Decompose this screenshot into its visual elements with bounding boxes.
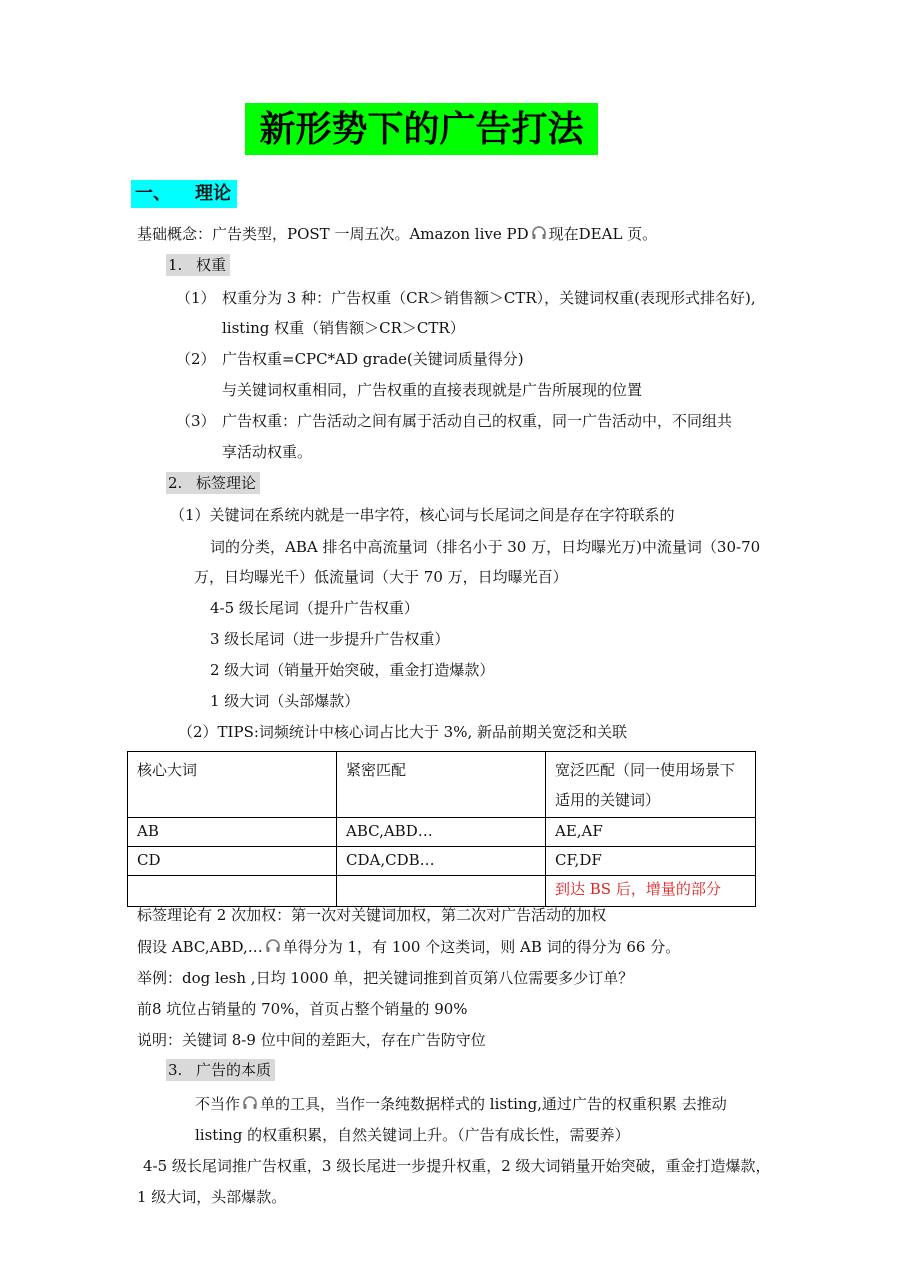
list-item-text: 广告权重=CPC*AD grade(关键词质量得分) [222, 350, 524, 368]
paragraph-line: 说明：关键词 8-9 位中间的差距大，存在广告防守位 [137, 1031, 486, 1049]
table-cell: CDA,CDB… [337, 847, 546, 876]
list-item-text: 广告权重：广告活动之间有属于活动自己的权重，同一广告活动中，不同组共 [222, 412, 733, 430]
headphones-icon [531, 225, 547, 246]
keyword-level: 4-5 级长尾词（提升广告权重） [210, 599, 419, 617]
paragraph-line: 举例：dog lesh ,日均 1000 单，把关键词推到首页第八位需要多少订单？ [137, 969, 634, 987]
subheading-ad-essence [166, 1059, 275, 1081]
text-start: 不当作 [195, 1095, 241, 1113]
table-cell [128, 876, 337, 907]
table-cell-highlight: 到达 BS 后，增量的部分 [546, 876, 756, 907]
section-heading-theory [131, 180, 237, 208]
subheading-tag-theory [166, 472, 260, 494]
paragraph-line: 标签理论有 2 次加权：第一次对关键词加权，第二次对广告活动的加权 [137, 906, 607, 924]
table-cell: AE,AF [546, 818, 756, 847]
keyword-level: 1 级大词（头部爆款） [210, 692, 360, 710]
paragraph-line: （1）关键词在系统内就是一串字符，核心词与长尾词之间是存在字符联系的 [170, 506, 675, 524]
table-header-row [128, 752, 756, 818]
subheading-label: 广告的本质 [196, 1061, 272, 1079]
paragraph-line: 词的分类，ABA 排名中高流量词（排名小于 30 万，日均曝光万)中流量词（30-70 [210, 538, 761, 556]
match-type-table [127, 751, 756, 907]
table-header-cell: 紧密匹配 [337, 752, 546, 818]
paragraph-line: 前8 坑位占销量的 70%，首页占整个销量的 90% [137, 1000, 468, 1018]
paragraph-line: 1 级大词，头部爆款。 [137, 1188, 287, 1206]
table-header-cell: 核心大词 [128, 752, 337, 818]
list-item-number: （3） [176, 412, 216, 430]
table-cell: CF,DF [546, 847, 756, 876]
table-row [128, 818, 756, 847]
list-item-text: 权重分为 3 种：广告权重（CR＞销售额＞CTR），关键词权重(表现形式排名好), [222, 289, 756, 307]
text-start: 假设 ABC,ABD,… [137, 938, 263, 956]
subheading-number: 1. [168, 256, 183, 274]
keyword-level: 3 级长尾词（进一步提升广告权重） [210, 630, 450, 648]
list-item-number: （1） [176, 289, 216, 307]
paragraph-line: 万，日均曝光千）低流量词（大于 70 万，日均曝光百） [194, 568, 568, 586]
table-row [128, 847, 756, 876]
subheading-weight [166, 254, 230, 276]
section-number: 一、 [135, 183, 171, 204]
intro-text-end: 现在DEAL 页。 [548, 225, 658, 243]
list-item-number: （2） [176, 350, 216, 368]
table-cell [337, 876, 546, 907]
paragraph-line [195, 1094, 727, 1116]
subheading-label: 权重 [196, 256, 227, 274]
headphones-icon [242, 1095, 258, 1116]
subheading-label: 标签理论 [196, 474, 257, 492]
table-row [128, 876, 756, 907]
keyword-level: 2 级大词（销量开始突破，重金打造爆款） [210, 661, 495, 679]
paragraph-line [137, 937, 680, 959]
list-item-text: 与关键词权重相同，广告权重的直接表现就是广告所展现的位置 [222, 381, 643, 399]
tips-line: （2）TIPS:词频统计中核心词占比大于 3%, 新品前期关宽泛和关联 [178, 723, 627, 741]
text-end: 单得分为 1，有 100 个这类词，则 AB 词的得分为 66 分。 [282, 938, 681, 956]
headphones-icon [265, 938, 281, 959]
section-label: 理论 [195, 183, 231, 204]
text-end: 单的工具，当作一条纯数据样式的 listing,通过广告的权重积累 去推动 [260, 1095, 727, 1113]
paragraph-line: listing 的权重积累，自然关键词上升。（广告有成长性，需要养） [195, 1126, 630, 1144]
list-item-text: listing 权重（销售额＞CR＞CTR） [222, 319, 465, 337]
table-cell: ABC,ABD… [337, 818, 546, 847]
list-item-text: 享活动权重。 [222, 443, 313, 461]
document-title: 新形势下的广告打法 [245, 103, 598, 155]
table-cell: AB [128, 818, 337, 847]
table-header-cell: 宽泛匹配（同一使用场景下适用的关键词） [546, 752, 756, 818]
intro-paragraph [137, 224, 657, 246]
table-cell: CD [128, 847, 337, 876]
paragraph-line: 4-5 级长尾词推广告权重，3 级长尾进一步提升权重，2 级大词销量开始突破，重金打造爆款， [143, 1157, 771, 1175]
subheading-number: 2. [168, 474, 183, 492]
subheading-number: 3. [168, 1061, 183, 1079]
intro-text-start: 基础概念：广告类型，POST 一周五次。Amazon live PD [137, 225, 529, 243]
